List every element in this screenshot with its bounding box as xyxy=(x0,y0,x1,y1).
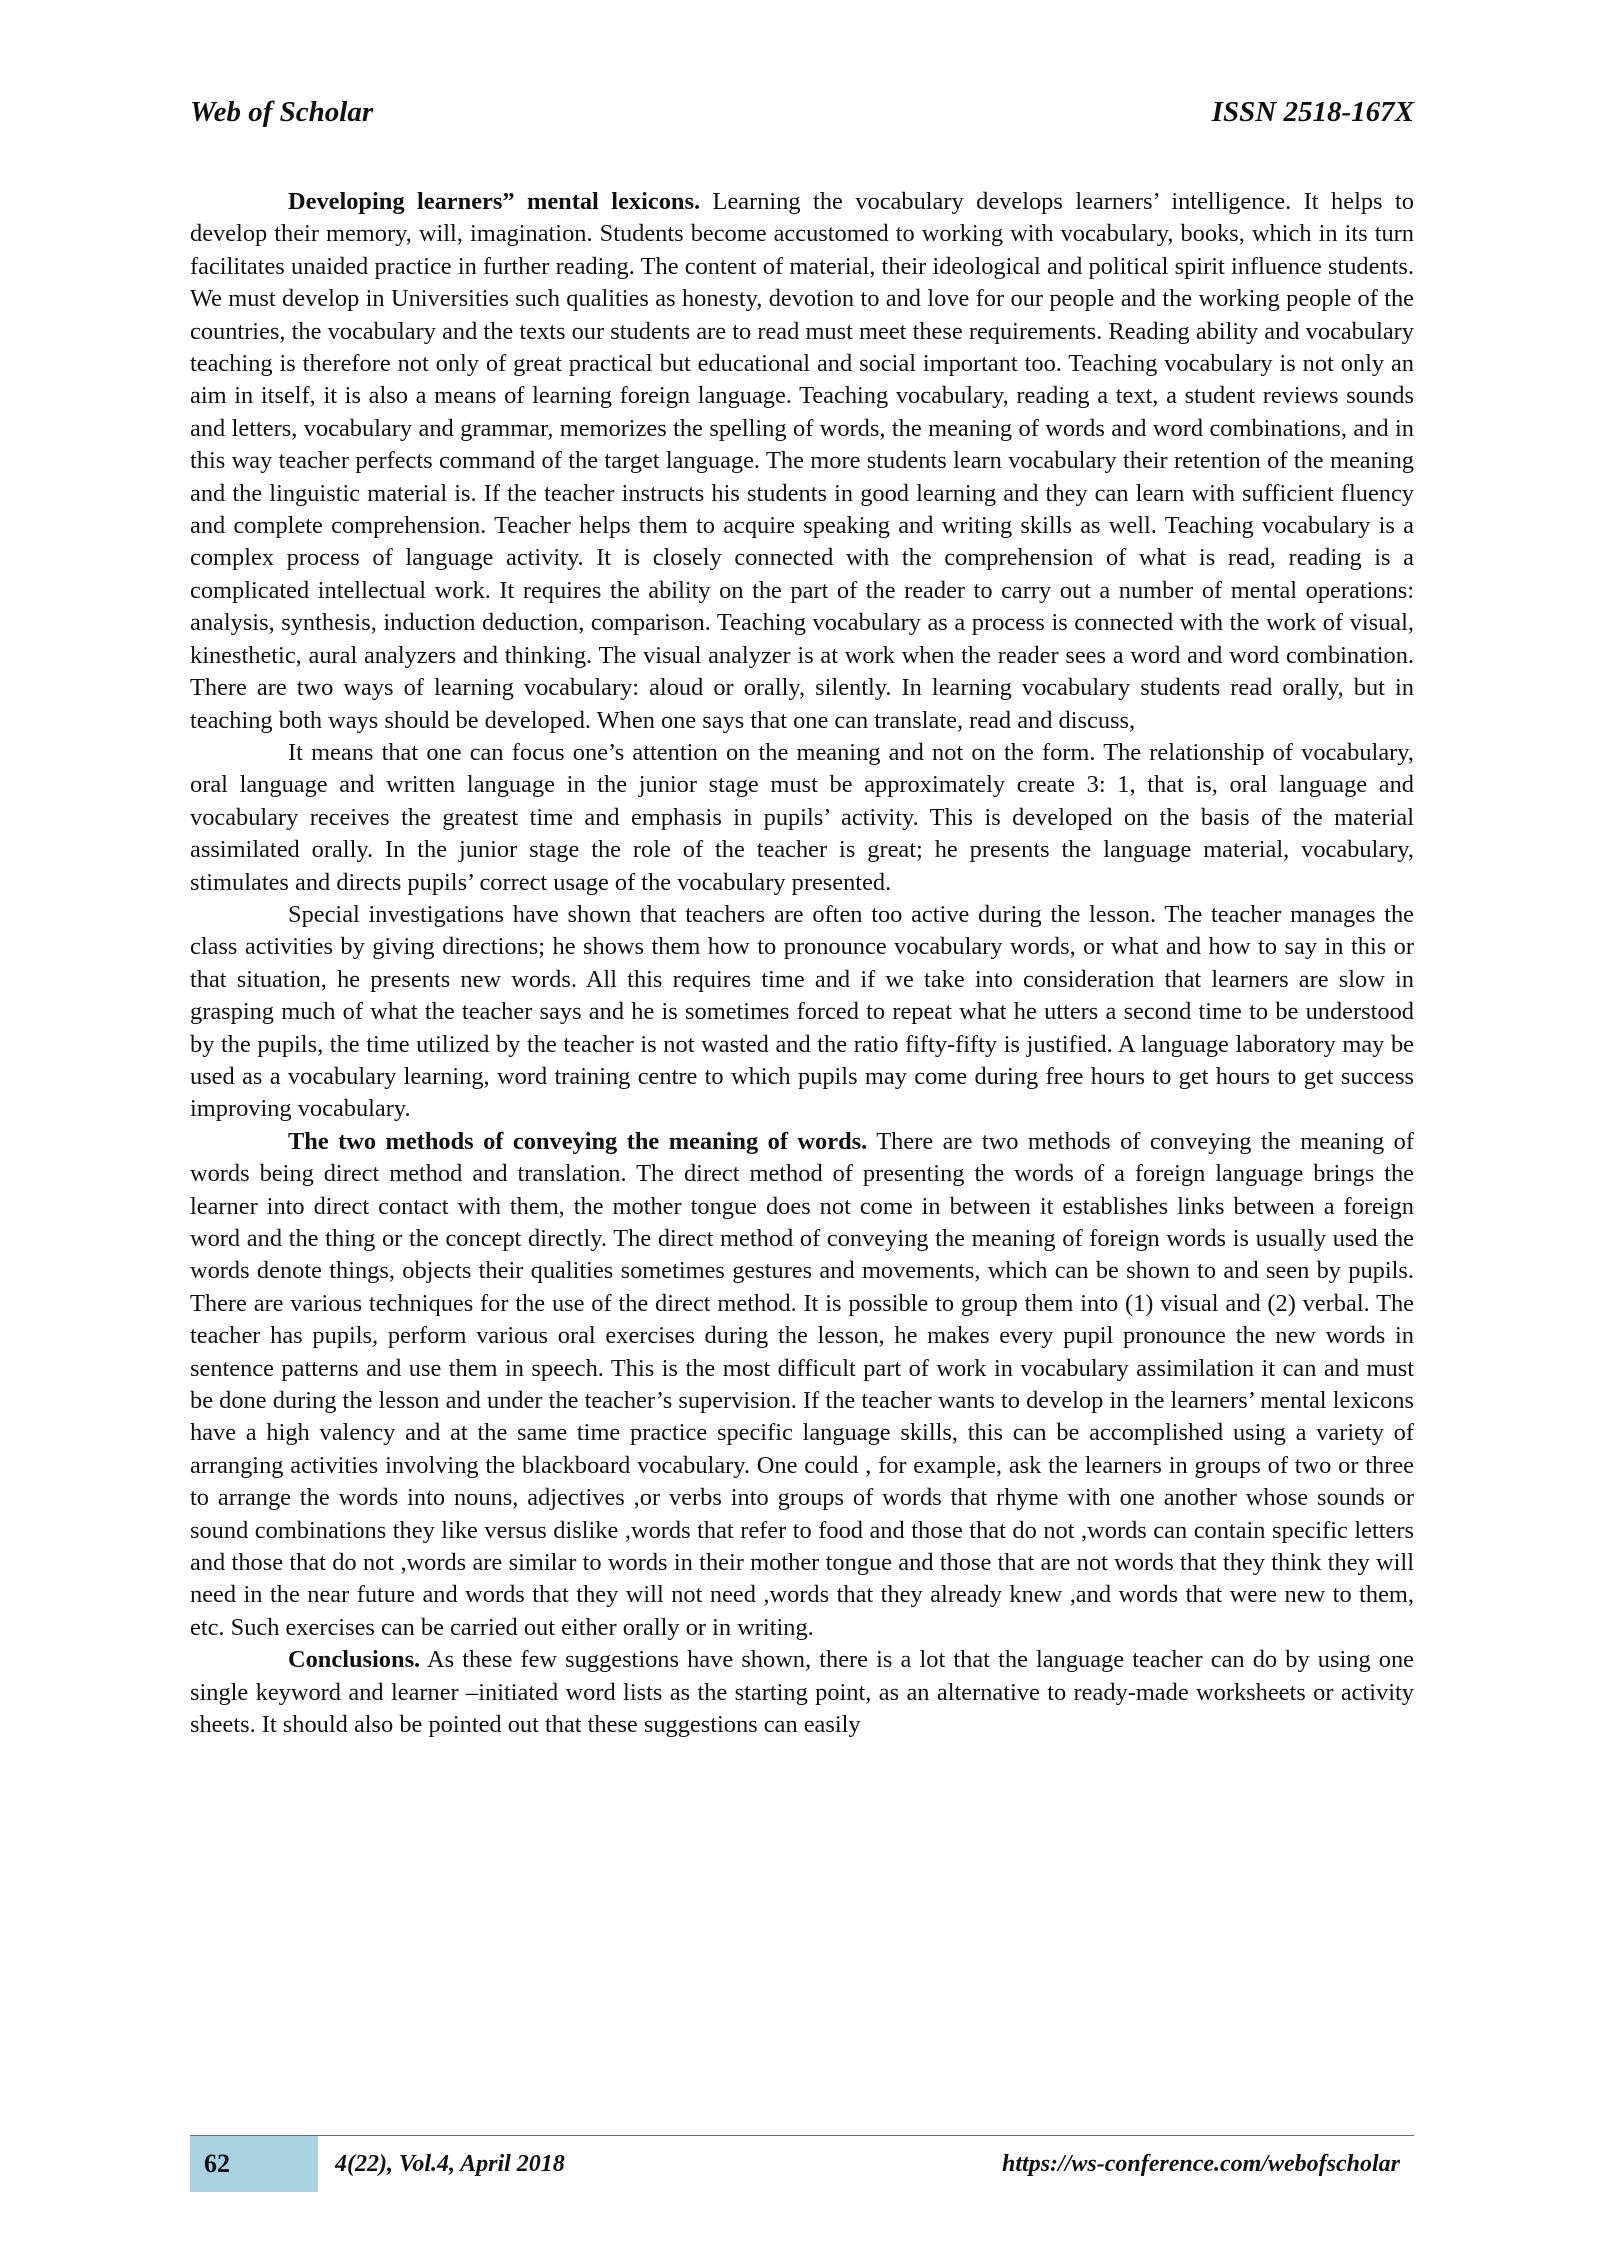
paragraph-text: Special investigations have shown that teachers are often too active during the lesson. The teacher manages the class activities by giving directions; he shows them how to pronounce vocabulary words, or what and how to say in this or that situation, he presents new words. All this requires time and if we take into consideration that learners are slow in grasping much of what the teacher says and he is sometimes forced to repeat what he utters a second time to be understood by the pupils, the time utilized by the teacher is not wasted and the ratio fifty-fifty is justified. A language laboratory may be used as a vocabulary learning, word training centre to which pupils may come during free hours to get hours to get success improving vocabulary. xyxy=(190,900,1414,1123)
section-heading: Developing learners” mental lexicons. xyxy=(288,188,701,215)
paragraph-text: There are two methods of conveying the meaning of words being direct method and translation. The direct method of presenting the words of a foreign language brings the learner into direct contact with them, the mother tongue does not come in between it establishes links between a foreign word and the thing or the concept directly. The direct method of conveying the meaning of foreign words is usually used the words denote things, objects their qualities sometimes gestures and movements, which can be shown to and seen by pupils. There are various techniques for the use of the direct method. It is possible to group them into (1) visual and (2) verbal. The teacher has pupils, perform various oral exercises during the lesson, he makes every pupil pronounce the new words in sentence patterns and use them in speech. This is the most difficult part of work in vocabulary assimilation it can and must be done during the lesson and under the teacher’s supervision. If the teacher wants to develop in the learners’ mental lexicons have a high valency and at the same time practice specific language skills, this can be accomplished using a variety of arranging activities involving the blackboard vocabulary. One could , for example, ask the learners in groups of two or three to arrange the words into nouns, adjectives ,or verbs into groups of words that rhyme with one another whose sounds or sound combinations they like versus dislike ,words that refer to food and those that do not ,words can contain specific letters and those that do not ,words are similar to words in their mother tongue and those that are not words that they think they will need in the near future and words that they will not need ,words that they already knew ,and words that were new to them, etc. Such exercises can be carried out either orally or in writing. xyxy=(190,1127,1415,1641)
section-heading: The two methods of conveying the meaning of words. xyxy=(288,1127,868,1155)
paragraph-text: As these few suggestions have shown, there is a lot that the language teacher can do by using one single keyword and learner –initiated word lists as the starting point, as an alternative to ready-made worksheets or activity sheets. It should also be pointed out that these suggestions can easily xyxy=(190,1646,1414,1739)
paragraph xyxy=(190,737,1414,899)
page-number: 62 xyxy=(190,2136,318,2192)
paragraph xyxy=(190,899,1414,1126)
paragraph-text: Learning the vocabulary develops learners’ intelligence. It helps to develop their memory, will, imagination. Students become accustomed to working with vocabulary, books, which in its turn facilitates unaided practice in further reading. The content of material, their ideological and political spirit influence students. We must develop in Universities such qualities as honesty, devotion to and love for our people and the working people of the countries, the vocabulary and the texts our students are to read must meet these requirements. Reading ability and vocabulary teaching is therefore not only of great practical but educational and social important too. Teaching vocabulary is not only an aim in itself, it is also a means of learning foreign language. Teaching vocabulary, reading a text, a student reviews sounds and letters, vocabulary and grammar, memorizes the spelling of words, the meaning of words and word combinations, and in this way teacher perfects command of the target language. The more students learn vocabulary their retention of the meaning and the linguistic material is. If the teacher instructs his students in good learning and they can learn with sufficient fluency and complete comprehension. Teacher helps them to acquire speaking and writing skills as well. Teaching vocabulary is a complex process of language activity. It is closely connected with the comprehension of what is read, reading is a complicated intellectual work. It requires the ability on the part of the reader to carry out a number of mental operations: analysis, synthesis, induction deduction, comparison. Teaching vocabulary as a process is connected with the work of visual, kinesthetic, aural analyzers and thinking. The visual analyzer is at work when the reader sees a word and word combination. There are two ways of learning vocabulary: aloud or orally, silently. In learning vocabulary students read orally, but in teaching both ways should be developed. When one says that one can translate, read and discuss, xyxy=(190,188,1414,734)
issn-label: ISSN 2518-167X xyxy=(1211,96,1414,128)
paragraph xyxy=(190,1644,1414,1741)
running-footer xyxy=(190,2135,1414,2192)
section-heading: Conclusions. xyxy=(288,1646,421,1674)
article-body xyxy=(190,186,1414,1742)
journal-title: Web of Scholar xyxy=(190,96,374,128)
journal-url: https://ws-conference.com/webofscholar xyxy=(1002,2151,1400,2177)
paragraph xyxy=(190,186,1414,737)
issue-info: 4(22), Vol.4, April 2018 xyxy=(335,2151,565,2177)
paragraph xyxy=(190,1126,1414,1645)
paragraph-text: It means that one can focus one’s attention on the meaning and not on the form. The relationship of vocabulary, oral language and written language in the junior stage must be approximately create 3: 1, that is, oral language and vocabulary receives the greatest time and emphasis in pupils’ activity. This is developed on the basis of the material assimilated orally. In the junior stage the role of the teacher is great; he presents the language material, vocabulary, stimulates and directs pupils’ correct usage of the vocabulary presented. xyxy=(190,738,1414,896)
